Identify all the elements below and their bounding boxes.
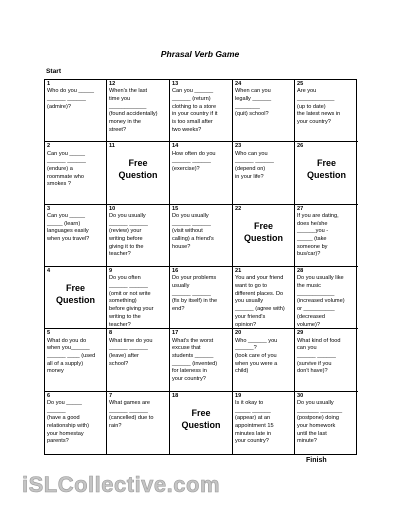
square-question-text: Who ______ you ______? (took care of you when you were a child): [235, 337, 278, 375]
square-number: 29: [297, 330, 304, 337]
square-question-text: How often do you ______ ______ (exercise)?: [172, 150, 216, 173]
board-square: [45, 142, 107, 204]
square-question-text: Can you _____ _____ (learn) languages easily when you travel?: [47, 212, 90, 243]
square-number: 3: [47, 205, 51, 212]
square-number: 9: [109, 267, 113, 274]
square-number: 5: [47, 330, 51, 337]
board-square: [295, 392, 358, 454]
square-number: 4: [47, 267, 51, 274]
board-square: [170, 205, 233, 267]
game-board: [44, 79, 357, 455]
square-number: 8: [109, 330, 113, 337]
board-square: [170, 267, 233, 329]
board-square: [45, 329, 107, 391]
board-square: [107, 267, 170, 329]
page-title: Phrasal Verb Game: [160, 49, 240, 59]
square-question-text: Who do you _____ ______ ______ (admire)?: [47, 88, 94, 110]
square-number: 7: [109, 392, 113, 399]
brand-watermark: iSLCollective.com: [22, 472, 221, 497]
board-square: [295, 142, 358, 204]
board-square: [45, 392, 107, 454]
square-number: 19: [235, 392, 242, 399]
square-number: 1: [47, 81, 51, 87]
square-question-text: When's the last time you ____________ (found accidentally) money in the street?: [109, 88, 158, 133]
square-number: 14: [172, 143, 179, 150]
square-number: 6: [47, 392, 51, 399]
square-question-text: Can you _____ ______ ______ (endure) a roommate who smokes ?: [47, 150, 86, 188]
square-number: 26: [297, 143, 304, 150]
board-square: [233, 80, 295, 142]
board-square: [107, 205, 170, 267]
free-question-label: Free Question: [181, 407, 221, 430]
free-question-label: Free Question: [243, 220, 283, 243]
square-number: 24: [235, 81, 242, 87]
square-number: 23: [235, 143, 242, 150]
square-question-text: What do you do when you______ ______ ____ (used all of a supply) money: [47, 337, 96, 375]
square-number: 16: [172, 267, 179, 274]
square-number: 18: [172, 392, 179, 399]
free-question-label: Free Question: [55, 282, 95, 305]
start-label: Start: [46, 68, 62, 75]
square-question-text: Do you usually ______ ______ (visit without calling) a friend's house?: [172, 212, 214, 250]
square-question-text: Who can you ______ ______ (depend on) in your life?: [235, 150, 274, 180]
square-number: 20: [235, 330, 242, 337]
square-number: 13: [172, 81, 179, 87]
finish-label: Finish: [306, 457, 327, 464]
square-question-text: Do you usually _______ _______ (postpone) doing your homework until the last minute?: [297, 399, 343, 445]
board-square: [233, 267, 295, 329]
board-square: [233, 392, 295, 454]
square-question-text: Do you _____ ______ (have a good relationship with) your homestay parents?: [47, 399, 89, 445]
board-square: [107, 142, 170, 204]
square-question-text: What games are ______ ______ (cancelled) due to rain?: [109, 399, 154, 430]
square-question-text: Do you usually like the music ____________ (increased volume) or __________ (decreased volume)?: [297, 275, 345, 328]
square-question-text: What's the worst excuse that students ______ ______ (invented) for lateness in your country?: [172, 337, 218, 383]
square-question-text: Do you usually ______ ______ (review) your writing before giving it to the teacher?: [109, 212, 148, 258]
board-square: [107, 329, 170, 391]
square-number: 2: [47, 143, 51, 150]
square-number: 11: [109, 143, 115, 150]
square-question-text: When can you legally ______ ________ (quit) school?: [235, 88, 272, 118]
square-question-text: Can you ______ ______ (return) clothing to a store in your country if it is too small after two weeks?: [172, 88, 218, 133]
square-question-text: What time do you ______ ______ (leave) after school?: [109, 337, 153, 367]
board-square: [295, 205, 358, 267]
free-question-label: Free Question: [118, 158, 158, 181]
board-square: [233, 142, 295, 204]
board-square: [233, 205, 295, 267]
square-number: 27: [297, 205, 304, 212]
square-number: 17: [172, 330, 179, 337]
square-question-text: What kind of food can you ______ ______ (survive if you don't have)?: [297, 337, 341, 375]
board-square: [45, 267, 107, 329]
square-number: 25: [297, 81, 304, 87]
board-square: [107, 80, 170, 142]
square-number: 28: [297, 267, 304, 274]
square-number: 12: [109, 81, 116, 87]
board-square: [170, 80, 233, 142]
square-question-text: Are you ____________ (up to date) the latest news in your country?: [297, 88, 341, 126]
square-question-text: Is it okay to _____ ______ (appear) at an appointment 15 minutes late in your country?: [235, 399, 274, 445]
board-square: [295, 267, 358, 329]
square-question-text: Do your problems usually ______ ______ (fix by itself) in the end?: [172, 275, 218, 313]
board-square: [295, 329, 358, 391]
board-square: [295, 80, 358, 142]
square-question-text: Do you often ______ ______ (omit or not write something) before giving your writing to the teacher?: [109, 275, 154, 328]
square-number: 15: [172, 205, 179, 212]
square-number: 22: [235, 205, 242, 212]
board-square: [170, 142, 233, 204]
square-question-text: You and your friend want to go to different places. Do you usually ______ (agree with) your friend's opinion?: [235, 275, 285, 328]
board-square: [170, 329, 233, 391]
board-square: [107, 392, 170, 454]
board-square: [45, 205, 107, 267]
board-square: [233, 329, 295, 391]
board-square: [45, 80, 107, 142]
square-question-text: If you are dating, does he/she ______you - _____ (take someone by bus/car)?: [297, 212, 339, 258]
free-question-label: Free Question: [306, 158, 346, 181]
square-number: 21: [235, 267, 242, 274]
square-number: 10: [109, 205, 116, 212]
board-square: [170, 392, 233, 454]
square-number: 30: [297, 392, 304, 399]
